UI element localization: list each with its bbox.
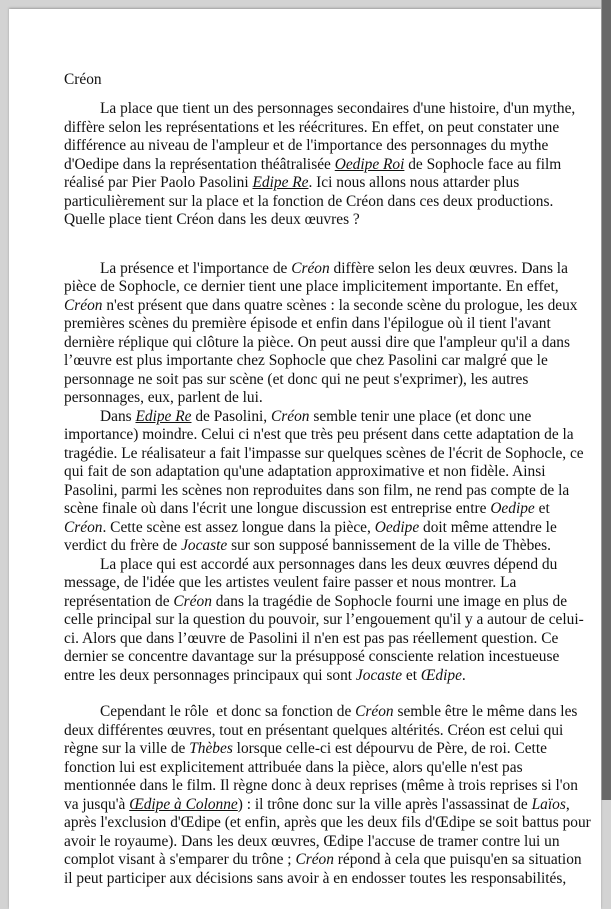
text-run: semble tenir une place (et donc une <box>309 407 532 425</box>
text-run: tragédie. Le réalisateur a fait l'impasse sur quelques scènes de l'écrit de Sophocle, ce <box>64 444 584 462</box>
text-run: . Ici nous allons nous attarder plus <box>308 174 520 191</box>
text-line <box>64 796 584 815</box>
character-name: Créon <box>173 592 212 610</box>
text-line <box>64 556 584 575</box>
document-content <box>64 71 591 888</box>
text-run: l’œuvre est plus importante chez Sophocle que chez Pasolini car malgré que le <box>64 352 548 369</box>
text-run: deux différentes œuvres, tout en présentant quelques altérités. Créon est celui qui <box>64 721 564 739</box>
text-run: La présence et l'importance de <box>100 259 292 277</box>
text-line <box>64 759 584 778</box>
text-line <box>64 445 584 464</box>
text-line <box>64 119 584 138</box>
paragraph-message <box>64 556 584 686</box>
text-line <box>64 352 584 371</box>
character-name: Laïos <box>531 795 566 813</box>
text-run: diffère selon les deux œuvres. Dans la <box>329 259 568 277</box>
text-run: lorsque celle-ci est dépourvu de Père, de roi. Cette <box>232 740 547 757</box>
text-line <box>64 137 584 156</box>
character-name: Créon <box>64 518 103 536</box>
text-run: de Sophocle face au film <box>404 155 562 173</box>
character-name: Créon <box>64 296 103 314</box>
text-line <box>64 193 584 212</box>
text-line <box>64 814 591 833</box>
paragraph-edipe-re <box>64 408 584 556</box>
text-run: Pasolini, parmi les scènes non reproduites dans son film, ne rend pas compte de la <box>64 481 570 499</box>
text-run: ) : il trône donc sur la ville après l'assassinat de <box>237 795 532 813</box>
character-name: Créon <box>295 851 334 868</box>
text-run: règne sur la ville de <box>64 740 190 757</box>
character-name: Créon <box>291 259 330 277</box>
character-name: Créon <box>271 407 310 425</box>
character-name: Oedipe <box>374 518 420 536</box>
work-title: Œdipe à Colonne <box>129 795 238 813</box>
text-run: , <box>565 795 570 813</box>
text-run: importance) moindre. Celui ci n'est que très peu présent dans cette adaptation de la <box>64 426 574 443</box>
document-page <box>9 9 601 909</box>
text-run: Cependant le rôle et donc sa fonction de <box>100 703 356 720</box>
text-run: complot visant à s'emparer du trône ; <box>64 851 296 868</box>
text-line <box>64 211 584 230</box>
text-line <box>64 574 584 593</box>
text-run: il peut participer aux décisions sans avoir à en endosser toutes les responsabilités, <box>64 869 567 887</box>
text-run: premières scènes du première épisode et enfin dans l'épilogue où il tient l'avant <box>64 315 551 332</box>
text-line <box>64 174 584 193</box>
text-run: verdict du frère de <box>64 537 182 554</box>
text-line <box>64 648 584 667</box>
text-run: diffère selon les représentations et les réécritures. En effet, on peut constater une <box>64 118 560 136</box>
text-run: avoir le royaume). Dans les deux œuvres, Œdipe l'accuse de tramer contre lui un <box>64 832 560 850</box>
text-run: . <box>461 666 466 684</box>
text-run: réalisé par Pier Paolo Pasolini <box>64 174 253 191</box>
text-run: représentation de <box>64 592 174 610</box>
text-line <box>64 519 584 538</box>
text-line <box>64 537 584 556</box>
character-name: Jocaste <box>355 666 403 684</box>
text-run: fonction lui est explicitement attribuée dans la pièce, alors qu'elle n'est pas <box>64 758 523 776</box>
paragraph-introduction <box>64 100 584 230</box>
text-run: après l'exclusion d'Œdipe (et enfin, après que les deux fils d'Œdipe se soit battus pour <box>64 814 591 831</box>
section-gap <box>64 685 584 703</box>
text-line <box>64 482 584 501</box>
text-run: semble être le même dans les <box>393 703 578 720</box>
text-run: et <box>402 666 421 684</box>
text-line <box>64 278 584 297</box>
text-run: différence au niveau de l'ampleur et de l'importance des personnages du mythe <box>64 137 549 154</box>
text-line <box>64 870 584 889</box>
text-line <box>64 667 584 686</box>
text-run: personnages, eux, parlent de lui. <box>64 389 263 406</box>
text-line <box>64 833 584 852</box>
section-gap <box>64 230 584 260</box>
text-line <box>64 703 584 722</box>
text-line <box>64 156 584 175</box>
text-line <box>64 389 584 408</box>
text-line <box>64 334 584 353</box>
text-line <box>64 260 584 279</box>
text-run: . Cette scène est assez longue dans la pièce, <box>102 518 375 536</box>
work-title: Edipe Re <box>135 407 192 425</box>
paragraph-role-fonction <box>64 703 591 888</box>
text-line <box>64 463 584 482</box>
paragraph-presence-importance <box>64 260 584 408</box>
text-run: particulièrement sur la place et la fonction de Créon dans ces deux productions. <box>64 192 554 210</box>
text-run: entre les deux personnages principaux qui sont <box>64 666 356 684</box>
text-run: dernier se concentre davantage sur la présupposé consciente relation incestueuse <box>64 648 560 665</box>
text-run: La place qui est accordé aux personnages dans les deux œuvres dépend du <box>100 555 558 573</box>
character-name: Jocaste <box>181 537 228 554</box>
text-run: n'est présent que dans quatre scènes : la seconde scène du prologue, les deux <box>102 296 578 314</box>
vertical-scrollbar[interactable] <box>601 0 611 800</box>
character-name: Oedipe <box>490 500 535 517</box>
text-run: va jusqu'à <box>64 795 130 813</box>
work-title: Edipe Re <box>252 174 309 191</box>
text-line <box>64 315 584 334</box>
text-line <box>64 371 584 390</box>
text-run: Dans <box>100 407 136 425</box>
text-line <box>64 740 584 759</box>
text-run: Quelle place tient Créon dans les deux œuvres ? <box>64 211 360 228</box>
text-line <box>64 611 584 630</box>
text-run: personnage ne soit pas sur scène (et donc qui ne peut s'exprimer), les autres <box>64 370 529 388</box>
text-run: celle principal sur la question du pouvoir, sur l’engouement qu'il y a autour de celui- <box>64 611 584 628</box>
document-title: Créon <box>64 71 102 88</box>
text-line <box>64 408 584 427</box>
text-run: qui fait de son adaptation qu'une adaptation approximative et non fidèle. Ainsi <box>64 463 546 480</box>
text-run: d'Oedipe dans la représentation théâtralisée <box>64 155 335 173</box>
text-run: message, de l'idée que les artistes veulent faire passer et nous montrer. La <box>64 574 517 591</box>
text-run: doit même attendre le <box>419 518 557 536</box>
text-run: scène finale où dans l'écrit une longue discussion est entreprise entre <box>64 500 491 517</box>
text-line <box>64 630 584 649</box>
character-name: Œdipe <box>420 666 462 684</box>
text-run: pièce de Sophocle, ce dernier tient une place implicitement importante. En effet, <box>64 278 559 295</box>
text-line <box>64 851 584 870</box>
character-name: Créon <box>355 703 394 720</box>
text-run: dernière réplique qui clôture la pièce. On peut aussi dire que l'ampleur qu'il a dans <box>64 333 570 351</box>
text-run: dans la tragédie de Sophocle fourni une image en plus de <box>211 592 568 610</box>
text-run: mentionnée dans le film. Il règne donc à deux reprises (même à trois reprises si l'on <box>64 777 578 794</box>
text-line <box>64 100 584 119</box>
text-run: et <box>534 500 550 517</box>
work-title: Oedipe Roi <box>334 155 405 173</box>
character-name: Thèbes <box>189 740 233 757</box>
text-run: sur son supposé bannissement de la ville de Thèbes. <box>227 537 551 554</box>
text-line <box>64 777 584 796</box>
text-line <box>64 426 584 445</box>
text-line <box>64 593 584 612</box>
text-line <box>64 722 584 741</box>
text-line <box>64 500 584 519</box>
text-run: de Pasolini, <box>191 407 271 425</box>
text-run: répond à cela que puisqu'en sa situation <box>333 851 582 868</box>
text-run: La place que tient un des personnages secondaires d'une histoire, d'un mythe, <box>100 100 576 117</box>
text-line <box>64 297 584 316</box>
text-run: ci. Alors que dans l’œuvre de Pasolini il n'en est pas pas réellement question. Ce <box>64 629 559 647</box>
